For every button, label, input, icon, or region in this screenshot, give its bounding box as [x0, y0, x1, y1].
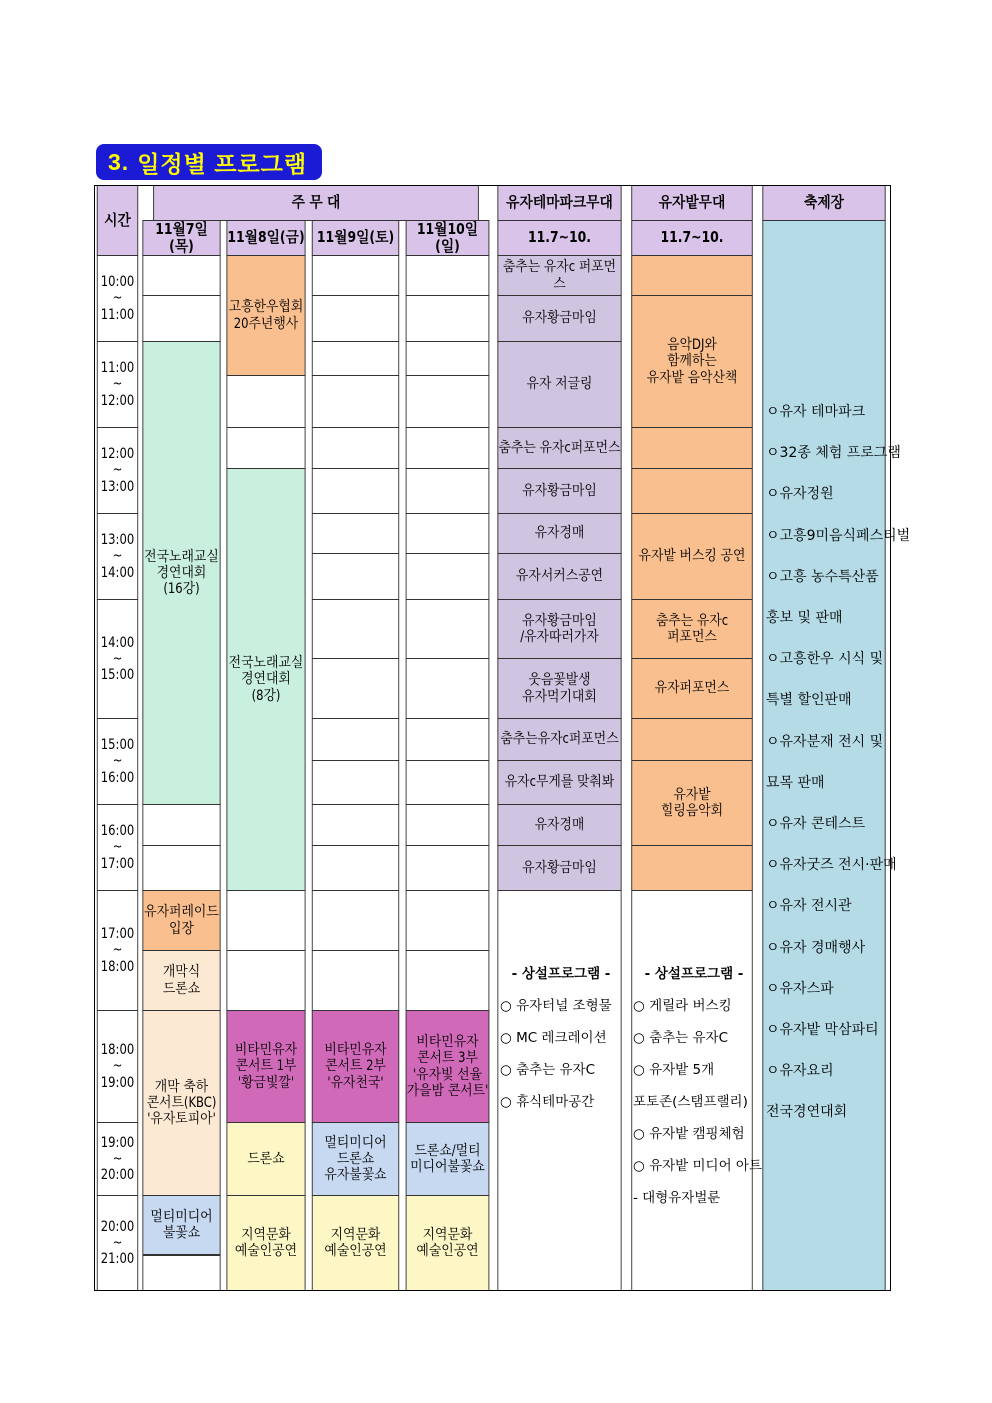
time-slot-text: 11:00 ~ 12:00 — [100, 360, 135, 409]
d9-empty — [312, 468, 399, 514]
field-permanent-list-item: ○ 유자밭 5개 — [633, 1062, 715, 1078]
section-number: 3. — [108, 148, 130, 175]
d7-empty — [142, 845, 220, 891]
festival-item: ㅇ유자분재 전시 및 — [766, 733, 884, 750]
field-healing — [631, 760, 752, 846]
field-empty — [631, 718, 752, 761]
header-time — [97, 185, 138, 256]
time-slot — [97, 718, 138, 805]
theme-park-permanent-list-item: ○ MC 레크레이션 — [500, 1030, 607, 1046]
field-permanent-list-item: - 대형유자벌룬 — [633, 1190, 721, 1206]
header-day-9-text: 11월9일(토) — [316, 228, 395, 247]
theme-park-event-text: 유자황금마임 /유자따러가자 — [520, 612, 599, 645]
festival-item: ㅇ유자 콘테스트 — [766, 816, 866, 833]
time-slot — [97, 255, 138, 342]
field-permanent-list — [633, 958, 762, 1214]
field-healing-text: 유자밭 힐링음악회 — [660, 786, 724, 819]
d8-empty — [226, 890, 305, 951]
festival-item: ㅇ고흥한우 시식 및 — [766, 651, 884, 668]
d9-empty — [312, 950, 399, 1011]
theme-park-event — [497, 599, 621, 659]
festival-item: 전국경연대회 — [766, 1104, 848, 1121]
d9-empty — [312, 890, 399, 951]
d10-empty — [406, 890, 490, 951]
d10-local — [406, 1195, 490, 1291]
header-theme-period-text: 11.7~10. — [527, 228, 592, 247]
d7-concert-text: 개막 축하 콘서트(KBC) '유자토피아' — [146, 1078, 217, 1128]
d7-empty — [142, 295, 220, 342]
d9-concert2-text: 비타민유자 콘서트 2부 '유자천국' — [324, 1042, 387, 1091]
theme-park-permanent-list-item: ○ 춤추는 유자C — [500, 1062, 595, 1078]
field-permanent-list-item: ○ 춤추는 유자C — [633, 1030, 728, 1046]
d10-local-text: 지역문화 예술인공연 — [416, 1226, 479, 1259]
d10-empty — [406, 718, 490, 761]
d10-empty — [406, 513, 490, 554]
field-music-walk-text: 음악DJ와 함께하는 유자밭 음악산책 — [646, 337, 738, 386]
theme-park-event — [497, 760, 621, 805]
field-music-walk — [631, 295, 752, 428]
d10-drone — [406, 1122, 490, 1196]
header-field-period — [631, 220, 752, 256]
d10-concert3-text: 비타민유자 콘서트 3부 '유자빛 선율 가을밤 콘서트' — [406, 1034, 489, 1099]
theme-park-event-text: 유자서커스공연 — [515, 568, 604, 585]
time-slot — [97, 1195, 138, 1291]
d9-local-text: 지역문화 예술인공연 — [324, 1226, 387, 1259]
d7-parade-text: 유자퍼레이드 입장 — [144, 904, 219, 937]
time-slot-text: 14:00 ~ 15:00 — [100, 634, 135, 684]
festival-item: ㅇ유자스파 — [766, 980, 834, 997]
festival-item: 홍보 및 판매 — [766, 610, 843, 627]
header-field-period-text: 11.7~10. — [660, 228, 724, 247]
d7-empty — [142, 255, 220, 296]
theme-park-event — [497, 427, 621, 469]
field-permanent-list-item: ○ 유자밭 미디어 아트 — [633, 1158, 762, 1174]
time-slot — [97, 890, 138, 1011]
time-slot-text: 15:00 ~ 16:00 — [100, 737, 135, 786]
field-empty — [631, 427, 752, 469]
theme-park-event — [497, 658, 621, 719]
header-festival-text: 축제장 — [803, 193, 844, 212]
d7-parade — [142, 890, 220, 951]
d7-media-fire-text: 멀티미디어 불꽃쇼 — [150, 1208, 213, 1241]
header-day-8-text: 11월8일(금) — [227, 228, 305, 247]
time-slot-text: 12:00 ~ 13:00 — [100, 446, 135, 495]
festival-item: ㅇ유자밭 막삼파티 — [766, 1022, 879, 1039]
d7-media-fire — [142, 1195, 220, 1255]
header-day-7 — [142, 220, 220, 256]
d10-empty — [406, 950, 490, 1011]
d8-song-contest — [226, 468, 305, 891]
d9-empty — [312, 375, 399, 428]
theme-park-event — [497, 804, 621, 846]
time-slot-text: 16:00 ~ 17:00 — [100, 823, 135, 872]
d8-hanwoo — [226, 255, 305, 376]
d9-empty — [312, 295, 399, 342]
theme-park-event — [497, 553, 621, 600]
festival-item: ㅇ고흥 농수특산품 — [766, 568, 879, 585]
header-day-10-text: 11월10일(일) — [416, 219, 479, 255]
theme-park-event-text: 유자c무게를 맞춰봐 — [504, 774, 615, 791]
header-main-stage — [153, 185, 479, 221]
time-slot — [97, 341, 138, 428]
field-busking — [631, 513, 752, 600]
theme-park-event-text: 유자 저글링 — [526, 376, 593, 393]
section-title — [96, 144, 322, 180]
d8-empty — [226, 950, 305, 1011]
festival-item: ㅇ유자 전시관 — [766, 898, 852, 915]
d9-empty — [312, 845, 399, 891]
theme-park-permanent-list — [500, 958, 622, 1118]
d8-drone — [226, 1122, 305, 1196]
field-permanent-list-item: ○ 유자밭 캠핑체험 — [633, 1126, 745, 1142]
d7-song-contest-text: 전국노래교실 경연대회 (16강) — [144, 548, 219, 598]
theme-park-event — [497, 295, 621, 342]
header-theme-park-text: 유자테마파크무대 — [506, 193, 613, 212]
time-slot-text: 18:00 ~ 19:00 — [100, 1042, 135, 1091]
d8-local-text: 지역문화 예술인공연 — [234, 1226, 298, 1259]
time-slot-text: 17:00 ~ 18:00 — [100, 926, 135, 975]
d10-empty — [406, 341, 490, 376]
d8-empty — [226, 427, 305, 469]
d7-concert — [142, 1010, 220, 1196]
header-time-text: 시간 — [104, 210, 131, 229]
d9-empty — [312, 553, 399, 600]
d9-empty — [312, 513, 399, 554]
field-permanent-list-item: ○ 게릴라 버스킹 — [633, 998, 732, 1014]
time-slot-text: 20:00 ~ 21:00 — [100, 1218, 135, 1268]
time-slot — [97, 1122, 138, 1196]
theme-park-event-text: 유자경매 — [534, 816, 585, 833]
d8-hanwoo-text: 고흥한우협회 20주년행사 — [228, 299, 304, 332]
d9-empty — [312, 658, 399, 719]
d8-concert1 — [226, 1010, 305, 1123]
header-day-10 — [406, 220, 490, 256]
theme-park-event-text: 유자황금마임 — [522, 859, 597, 876]
d10-empty — [406, 845, 490, 891]
field-yuza-perf-text: 유자퍼포먼스 — [654, 680, 730, 697]
header-festival — [762, 185, 885, 221]
theme-park-event — [497, 845, 621, 891]
festival-item: ㅇ유자정원 — [766, 486, 834, 503]
field-permanent-list-head: - 상설프로그램 - — [644, 966, 744, 982]
time-slot — [97, 1010, 138, 1123]
time-slot — [97, 513, 138, 600]
d9-media — [312, 1122, 399, 1196]
d10-concert3 — [406, 1010, 490, 1123]
d8-empty — [226, 375, 305, 428]
time-slot — [97, 804, 138, 891]
festival-program-list — [766, 392, 911, 1134]
d9-local — [312, 1195, 399, 1291]
time-slot-text: 19:00 ~ 20:00 — [100, 1134, 135, 1184]
d9-media-text: 멀티미디어 드론쇼 유자불꽃쇼 — [324, 1134, 387, 1184]
d7-opening-text: 개막식 드론쇼 — [162, 964, 201, 997]
theme-park-event — [497, 513, 621, 554]
d8-local — [226, 1195, 305, 1291]
time-slot-text: 13:00 ~ 14:00 — [100, 532, 135, 581]
festival-item: ㅇ32종 체험 프로그램 — [766, 445, 901, 462]
theme-park-permanent-list-item: ○ 유자터널 조형물 — [500, 998, 612, 1014]
d7-empty — [142, 804, 220, 846]
field-dance-perf — [631, 599, 752, 659]
festival-item: 특별 할인판매 — [766, 692, 852, 709]
d10-empty — [406, 255, 490, 296]
d10-empty — [406, 295, 490, 342]
theme-park-event-text: 유자황금마임 — [522, 482, 597, 499]
d9-concert2 — [312, 1010, 399, 1123]
d10-empty — [406, 468, 490, 514]
field-empty — [631, 845, 752, 891]
theme-park-event-text: 춤추는 유자c퍼포먼스 — [498, 439, 621, 456]
header-day-8 — [226, 220, 305, 256]
theme-park-event-text: 웃음꽃발생 유자먹기대회 — [522, 672, 597, 705]
festival-item: ㅇ고흥9미음식페스티벌 — [766, 527, 911, 544]
festival-item: ㅇ유자요리 — [766, 1063, 834, 1080]
d9-empty — [312, 599, 399, 659]
time-slot — [97, 427, 138, 514]
theme-park-event — [497, 468, 621, 514]
theme-park-event-text: 유자황금마임 — [522, 310, 597, 327]
d9-empty — [312, 718, 399, 761]
d10-empty — [406, 553, 490, 600]
d10-empty — [406, 599, 490, 659]
festival-item: ㅇ유자굿즈 전시·판매 — [766, 857, 897, 874]
field-busking-text: 유자밭 버스킹 공연 — [638, 548, 746, 565]
header-theme-period — [497, 220, 621, 256]
d10-empty — [406, 427, 490, 469]
festival-item: ㅇ유자 경매행사 — [766, 939, 866, 956]
section-title-text: 일정별 프로그램 — [137, 150, 308, 177]
d8-concert1-text: 비타민유자 콘서트 1부 '황금빛깔' — [234, 1042, 298, 1091]
header-main-stage-text: 주 무 대 — [291, 193, 341, 212]
d9-empty — [312, 341, 399, 376]
d10-empty — [406, 760, 490, 805]
theme-park-event-text: 춤추는유자c퍼포먼스 — [500, 731, 619, 748]
d8-drone-text: 드론쇼 — [247, 1150, 285, 1167]
d9-empty — [312, 427, 399, 469]
theme-park-event — [497, 341, 621, 428]
d7-opening — [142, 950, 220, 1011]
d10-drone-text: 드론쇼/멀티 미디어불꽃쇼 — [410, 1142, 485, 1175]
theme-park-event-text: 유자경매 — [534, 525, 585, 542]
d7-song-contest — [142, 341, 220, 805]
d7-empty — [142, 1255, 220, 1291]
d9-empty — [312, 760, 399, 805]
d10-empty — [406, 375, 490, 428]
field-dance-perf-text: 춤추는 유자c 퍼포먼스 — [655, 612, 729, 645]
time-slot — [97, 599, 138, 719]
theme-park-event-text: 춤추는 유자c 퍼포먼스 — [502, 259, 617, 292]
d8-song-contest-text: 전국노래교실 경연대회 (8강) — [228, 655, 304, 704]
d9-empty — [312, 255, 399, 296]
festival-item: 묘목 판매 — [766, 774, 825, 791]
header-theme-park — [497, 185, 621, 221]
field-empty — [631, 468, 752, 514]
theme-park-permanent-list-item: ○ 휴식테마공간 — [500, 1094, 595, 1110]
header-day-9 — [312, 220, 399, 256]
festival-item: ㅇ유자 테마파크 — [766, 404, 866, 420]
header-day-7-text: 11월7일(목) — [155, 219, 208, 255]
header-field-stage-text: 유자밭무대 — [658, 193, 726, 212]
d10-empty — [406, 804, 490, 846]
field-empty — [631, 255, 752, 296]
field-permanent-list-item: 포토존(스탬프랠리) — [633, 1094, 748, 1110]
d9-empty — [312, 804, 399, 846]
field-yuza-perf — [631, 658, 752, 719]
theme-park-permanent-list-head: - 상설프로그램 - — [511, 966, 611, 982]
theme-park-event — [497, 718, 621, 761]
d10-empty — [406, 658, 490, 719]
time-slot-text: 10:00 ~ 11:00 — [100, 274, 135, 323]
theme-park-event — [497, 255, 621, 296]
header-field-stage — [631, 185, 752, 221]
